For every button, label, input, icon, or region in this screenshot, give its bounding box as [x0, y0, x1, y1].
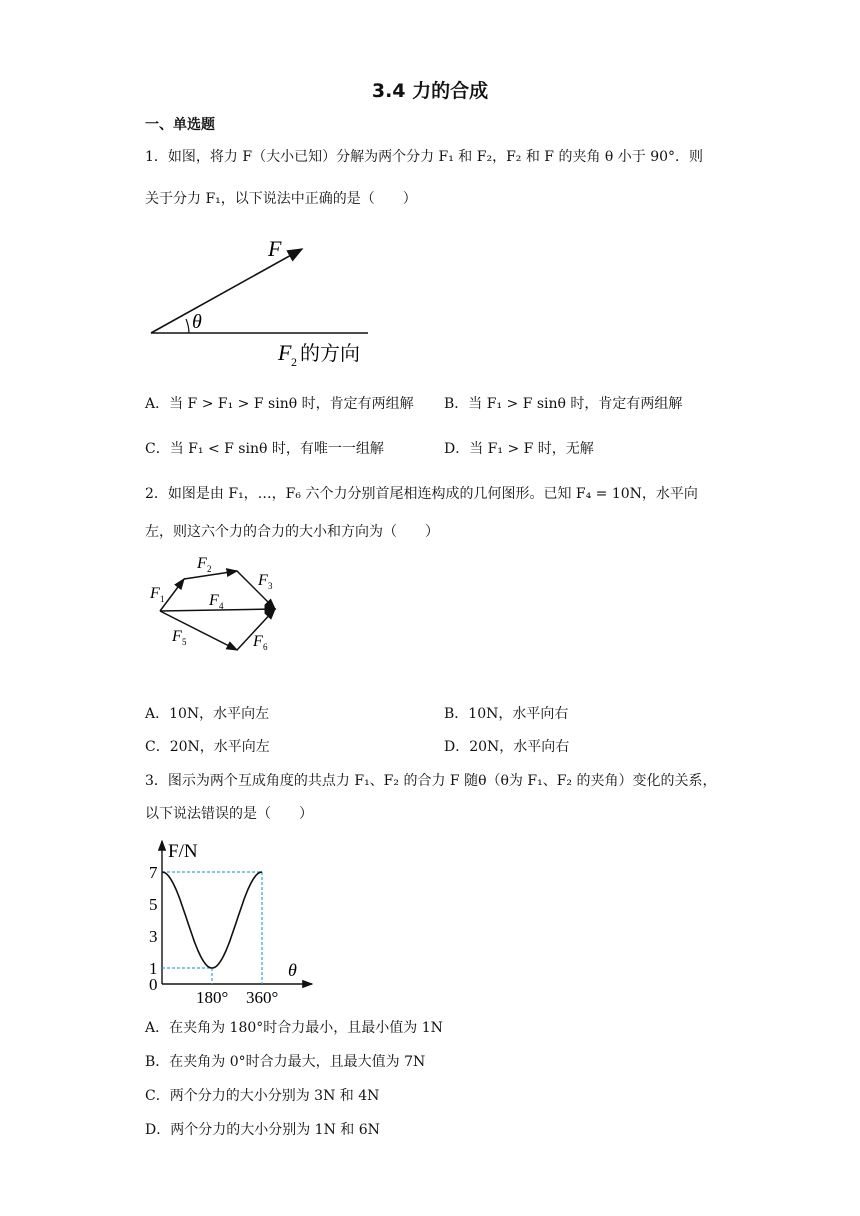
q3-option-b[interactable]: B．在夹角为 0°时合力最大，且最大值为 7N: [145, 1054, 426, 1070]
label-f2: F: [278, 340, 292, 365]
y-tick-label: 0: [149, 975, 158, 994]
x-tick-label: 360°: [246, 988, 279, 1005]
q3-option-a[interactable]: A．在夹角为 180°时合力最小，且最小值为 1N: [145, 1020, 443, 1036]
force-curve: [162, 872, 262, 968]
q2-option-a[interactable]: A．10N，水平向左: [145, 706, 270, 722]
y-tick-label: 7: [149, 863, 158, 882]
q2-stem-line2: 左，则这六个力的合力的大小和方向为（ ）: [145, 524, 439, 540]
label-f2-sub: 2: [291, 355, 297, 369]
q2-stem-line1: 2．如图是由 F₁，…，F₆ 六个力分别首尾相连构成的几何图形。已知 F₄ = 10N，水平向: [145, 486, 698, 502]
label-f2-sub: 2: [207, 564, 212, 574]
label-f6: F: [253, 633, 263, 650]
q2-option-d[interactable]: D．20N，水平向右: [444, 739, 570, 755]
q3-stem-line2: 以下说法错误的是（ ）: [145, 806, 313, 822]
y-tick-label: 5: [149, 895, 158, 914]
y-tick-label: 3: [149, 927, 158, 946]
label-f5: F: [172, 628, 182, 645]
q1-option-c[interactable]: C．当 F₁ < F sinθ 时，有唯一一组解: [145, 441, 384, 457]
label-f3: F: [258, 572, 268, 589]
label-f2: F: [197, 555, 207, 572]
label-theta: θ: [192, 311, 202, 333]
q1-option-d[interactable]: D．当 F₁ > F 时，无解: [444, 441, 594, 457]
x-axis-label: θ: [288, 960, 297, 980]
page-title: 3.4 力的合成: [371, 80, 489, 102]
q1-stem-line2: 关于分力 F₁，以下说法中正确的是（ ）: [145, 191, 417, 207]
label-f4: F: [209, 592, 219, 609]
label-f2-direction: 的方向: [300, 343, 360, 365]
q2-option-c[interactable]: C．20N，水平向左: [145, 739, 270, 755]
label-f4-sub: 4: [219, 601, 224, 611]
label-f: F: [268, 236, 282, 261]
q3-resultant-force-chart: [140, 835, 325, 1005]
q2-option-b[interactable]: B．10N，水平向右: [444, 706, 569, 722]
x-tick-label: 180°: [196, 988, 229, 1005]
q1-option-a[interactable]: A．当 F > F₁ > F sinθ 时，肯定有两组解: [145, 396, 414, 412]
q1-force-diagram: [140, 228, 390, 373]
f4-arrow: [160, 609, 275, 611]
y-tick-label: 1: [149, 959, 158, 978]
y-axis-label: F/N: [168, 841, 198, 862]
q3-stem-line1: 3．图示为两个互成角度的共点力 F₁、F₂ 的合力 F 随θ（θ为 F₁、F₂ 的夹角）变化的关系，: [145, 773, 717, 789]
force-f-arrow: [151, 249, 302, 333]
q1-stem-line1: 1．如图，将力 F（大小已知）分解为两个分力 F₁ 和 F₂，F₂ 和 F 的夹角 θ 小于 90°．则: [145, 149, 704, 165]
theta-arc: [186, 319, 189, 333]
label-f1: F: [150, 585, 160, 602]
section-heading: 一、单选题: [145, 117, 215, 133]
label-f3-sub: 3: [268, 581, 273, 591]
label-f6-sub: 6: [263, 642, 268, 652]
label-f5-sub: 5: [182, 637, 187, 647]
q2-hexagon-diagram: [140, 548, 290, 658]
label-f1-sub: 1: [160, 594, 165, 604]
q1-option-b[interactable]: B．当 F₁ > F sinθ 时，肯定有两组解: [444, 396, 683, 412]
q3-option-d[interactable]: D．两个分力的大小分别为 1N 和 6N: [145, 1122, 380, 1138]
q3-option-c[interactable]: C．两个分力的大小分别为 3N 和 4N: [145, 1088, 380, 1104]
